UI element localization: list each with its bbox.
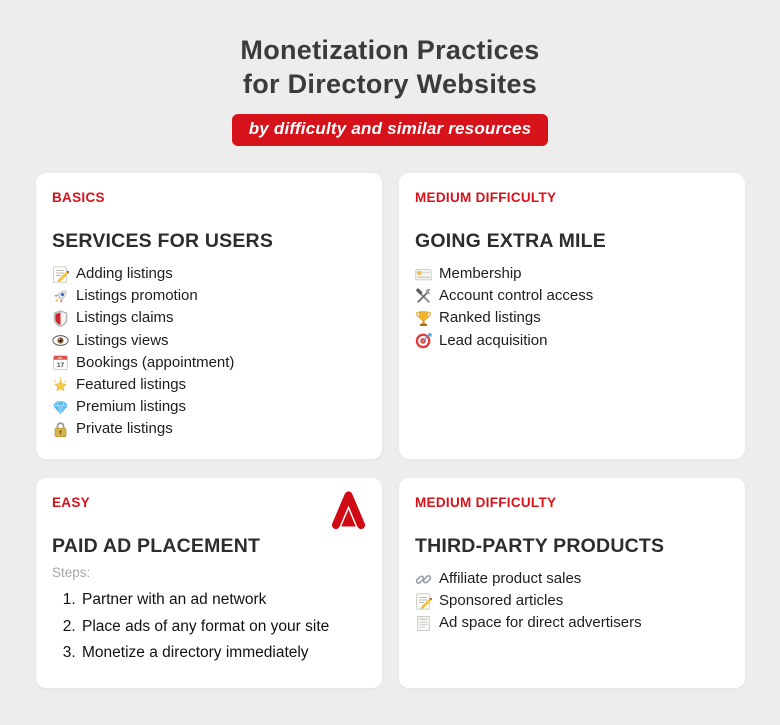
dart-icon: [415, 332, 432, 349]
list-item-label: Membership: [439, 265, 522, 282]
list-item-label: Premium listings: [76, 398, 187, 416]
list-item-label: Featured listings: [76, 376, 187, 394]
list-item: [52, 374, 366, 396]
list-item-label: Listings views: [76, 331, 169, 349]
gem-icon: [52, 399, 69, 416]
list-item-label: Private listings: [76, 420, 173, 438]
card-title: PAID AD PLACEMENT: [52, 535, 261, 557]
card-title: SERVICES FOR USERS: [52, 230, 274, 252]
list-item-label: Affiliate product sales: [439, 570, 582, 587]
list-item: [52, 396, 366, 418]
memo-icon: [52, 266, 69, 283]
step-item: 1. Partner with an ad network: [80, 587, 366, 614]
shield-icon: [52, 310, 69, 327]
list-item: [415, 330, 729, 352]
list-item: [52, 330, 366, 352]
list-item: [415, 285, 729, 307]
list-item: [415, 568, 729, 590]
subtitle-badge: by difficulty and similar resources: [232, 114, 549, 146]
list-item: [415, 590, 729, 612]
eye-icon: [52, 332, 69, 349]
list-item-label: Sponsored articles: [439, 592, 564, 610]
card-third-party-products: [399, 478, 745, 688]
list-item: [52, 307, 366, 329]
calendar-icon: [52, 354, 69, 371]
list-item-label: Ranked listings: [439, 309, 541, 327]
newspaper-icon: [415, 615, 432, 632]
difficulty-tag: MEDIUM DIFFICULTY: [415, 190, 557, 205]
list-item-label: Bookings (appointment): [76, 353, 235, 371]
list-item-label: Listings claims: [76, 309, 174, 327]
infographic-header: [0, 0, 780, 146]
list-item-label: Ad space for direct advertisers: [439, 614, 642, 632]
third-party-list: [415, 568, 729, 635]
difficulty-tag: EASY: [52, 495, 90, 510]
memo-icon: [415, 593, 432, 610]
glowing-star-icon: [52, 377, 69, 394]
rocket-icon: [52, 288, 69, 305]
difficulty-tag: MEDIUM DIFFICULTY: [415, 495, 557, 510]
list-item-label: Lead acquisition: [439, 331, 548, 349]
list-item: [52, 418, 366, 440]
services-list: [52, 263, 366, 441]
card-paid-ad-placement: [36, 478, 382, 688]
page-title: [0, 33, 780, 101]
card-title: GOING EXTRA MILE: [415, 230, 606, 252]
hammer-wrench-icon: [415, 288, 432, 305]
page-title-line1: Monetization Practices: [240, 35, 540, 65]
list-item: [415, 307, 729, 329]
credit-card-icon: [415, 266, 432, 283]
card-services-for-users: [36, 173, 382, 459]
cards-grid: [36, 173, 745, 688]
step-item: 2. Place ads of any format on your site: [80, 614, 366, 641]
list-item-label: Listings promotion: [76, 287, 198, 305]
extra-mile-list: [415, 263, 729, 352]
list-item: [52, 263, 366, 285]
a-brand-logo-icon: [330, 489, 367, 530]
trophy-icon: [415, 310, 432, 327]
card-title: THIRD-PARTY PRODUCTS: [415, 535, 665, 557]
list-item: [415, 263, 729, 285]
step-item: 3. Monetize a directory immediately: [80, 640, 366, 667]
lock-icon: [52, 421, 69, 438]
list-item: [52, 352, 366, 374]
difficulty-tag: BASICS: [52, 190, 105, 205]
list-item-label: Account control access: [439, 287, 594, 305]
list-item: [52, 285, 366, 307]
card-going-extra-mile: [399, 173, 745, 459]
link-icon: [415, 571, 432, 588]
steps-label: Steps:: [52, 565, 91, 580]
page-title-line2: for Directory Websites: [242, 69, 538, 99]
list-item: [415, 612, 729, 634]
list-item-label: Adding listings: [76, 265, 173, 282]
steps-list: [52, 587, 366, 667]
